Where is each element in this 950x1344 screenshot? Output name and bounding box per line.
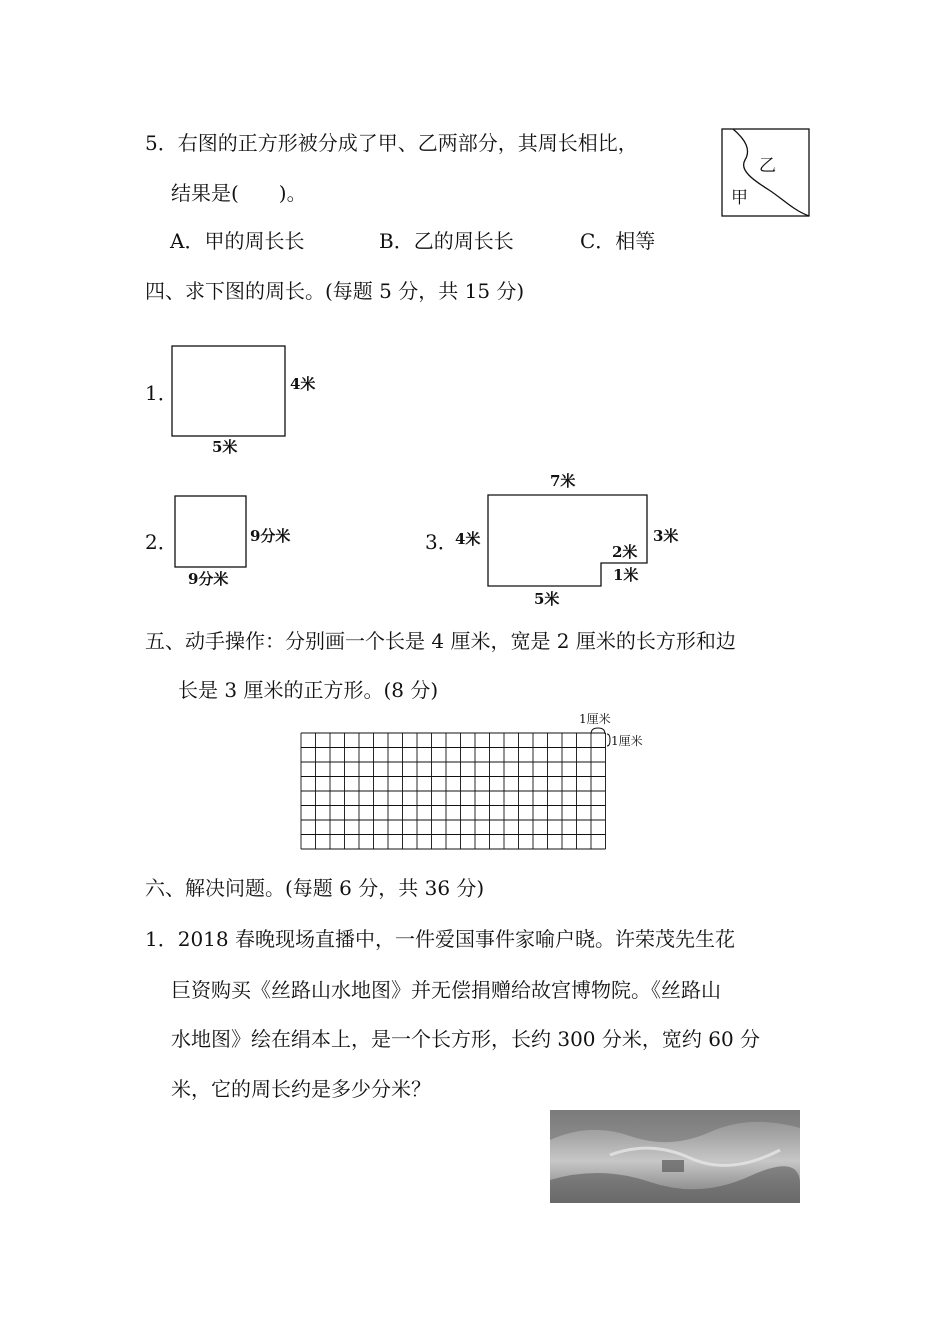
s4-p3-number: 3． [425, 530, 458, 554]
s4-p1-side-label: 4米 [290, 375, 316, 393]
s4-p3-step-height-label: 2米 [612, 543, 638, 561]
silk-road-map-image [550, 1110, 800, 1203]
q5-line1: 5．右图的正方形被分成了甲、乙两部分，其周长相比， [145, 131, 638, 155]
s4-p2-number: 2． [145, 530, 178, 554]
s4-p2-side-label: 9分米 [250, 527, 291, 545]
s4-p1-number: 1． [145, 381, 178, 405]
s4-p2-square [174, 495, 248, 569]
s5-grid-unit-width-label: 1厘米 [579, 712, 611, 726]
s4-p3-left-label: 4米 [455, 530, 481, 548]
q5-line2: 结果是( )。 [171, 181, 307, 205]
s4-p3-step-width-label: 1米 [613, 566, 639, 584]
s4-p3-top-label: 7米 [550, 472, 576, 490]
s4-p3-right-label: 3米 [653, 527, 679, 545]
s5-grid [300, 732, 610, 848]
q5-option-a: A．甲的周长长 [170, 229, 305, 253]
s4-p1-bottom-label: 5米 [212, 438, 238, 456]
s4-p1-rectangle [171, 345, 287, 438]
s4-p2-bottom-label: 9分米 [188, 570, 229, 588]
s5-line1: 五、动手操作：分别画一个长是 4 厘米，宽是 2 厘米的长方形和边 [145, 629, 736, 653]
s6-q1-line4: 米，它的周长约是多少分米？ [171, 1077, 431, 1101]
s6-q1-line1: 1．2018 春晚现场直播中，一件爱国事件家喻户晓。许荣茂先生花 [145, 927, 735, 951]
q5-label-yi: 乙 [759, 156, 776, 176]
s5-unit-brackets [590, 726, 610, 746]
s5-line2: 长是 3 厘米的正方形。(8 分) [178, 678, 439, 702]
s6-q1-line3: 水地图》绘在绢本上，是一个长方形，长约 300 分米，宽约 60 分 [171, 1027, 761, 1051]
q5-option-b: B．乙的周长长 [379, 229, 514, 253]
s6-q1-line2: 巨资购买《丝路山水地图》并无偿捐赠给故宫博物院。《丝路山 [171, 978, 721, 1002]
s4-heading: 四、求下图的周长。(每题 5 分，共 15 分) [145, 279, 525, 303]
s5-grid-unit-height-label: 1厘米 [611, 734, 643, 748]
s4-p3-bottom-label: 5米 [534, 590, 560, 608]
q5-label-jia: 甲 [731, 188, 748, 208]
q5-option-c: C．相等 [580, 229, 656, 253]
s6-heading: 六、解决问题。(每题 6 分，共 36 分) [145, 876, 485, 900]
